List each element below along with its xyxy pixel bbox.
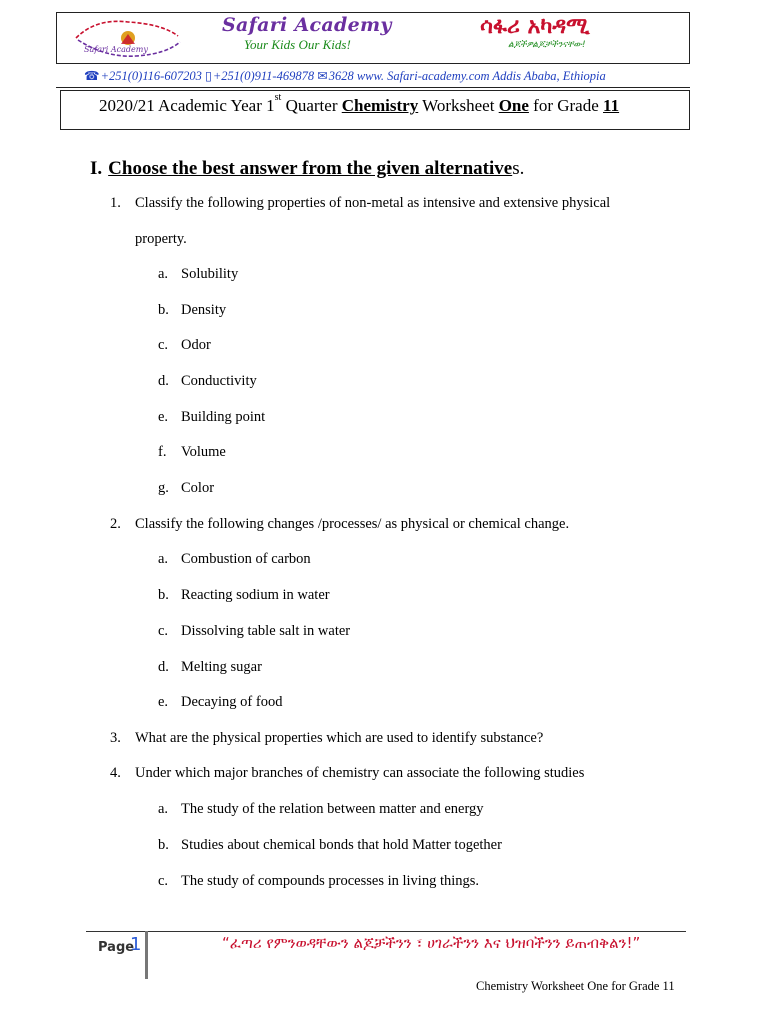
option-label: a.: [158, 551, 169, 567]
option-text: Decaying of food: [181, 694, 283, 710]
title-superscript: st: [274, 92, 282, 103]
phone-icon: ☎: [84, 69, 100, 83]
option-label: d.: [158, 373, 169, 389]
section-heading-tail: s.: [512, 158, 525, 179]
footer-divider-line: [86, 931, 686, 932]
option-text: Volume: [181, 444, 226, 460]
question-text: Classify the following properties of non-metal as intensive and extensive physical: [135, 195, 611, 211]
option-label: c.: [158, 873, 169, 889]
tagline-amharic: ልጆችዎልጆቻችንናቸው!: [508, 40, 586, 50]
option-text: The study of the relation between matter and energy: [181, 801, 484, 817]
title-text: Worksheet: [418, 96, 499, 115]
option-text: Color: [181, 480, 215, 496]
option-text: Reacting sodium in water: [181, 587, 330, 603]
brand-name-amharic: ሳፋሪ አካዳሚ: [480, 14, 590, 39]
option-label: b.: [158, 302, 169, 318]
option-label: d.: [158, 659, 169, 675]
tagline-english: Your Kids Our Kids!: [244, 37, 351, 52]
po-box: 3628: [328, 69, 354, 83]
academy-logo: [66, 16, 190, 60]
section-number: I.: [90, 158, 103, 179]
question-number: 1.: [110, 195, 121, 211]
question-text: property.: [135, 231, 187, 247]
section-heading-text: Choose the best answer from the given alternative: [108, 158, 513, 179]
title-text: Quarter: [281, 96, 342, 115]
option-label: c.: [158, 337, 169, 353]
mobile-number: +251(0)911-469878: [212, 69, 315, 83]
option-text: Combustion of carbon: [181, 551, 311, 567]
option-text: Conductivity: [181, 373, 257, 389]
option-label: g.: [158, 480, 169, 496]
title-text: for Grade: [528, 96, 604, 115]
section-heading: [90, 158, 524, 180]
footer-vertical-divider: [145, 931, 148, 979]
title-prefix: 2020/21 Academic Year 1: [99, 96, 275, 115]
page-label: Page: [98, 940, 135, 955]
option-text: Solubility: [181, 266, 239, 282]
question-text: What are the physical properties which are used to identify substance?: [135, 730, 544, 746]
question-number: 4.: [110, 765, 121, 781]
footer-document-title: Chemistry Worksheet One for Grade 11: [476, 979, 675, 993]
option-text: Dissolving table salt in water: [181, 623, 351, 639]
title-subject: Chemistry: [341, 96, 419, 115]
phone-number: +251(0)116-607203: [100, 69, 202, 83]
option-label: e.: [158, 409, 169, 425]
option-text: Density: [181, 302, 227, 318]
option-text: Odor: [181, 337, 211, 353]
option-label: a.: [158, 266, 169, 282]
question-number: 2.: [110, 516, 121, 532]
footer-quote: “ፈጣሪ የምንወዳቸውን ልጆቻችንን ፣ ሀገራችንን እና ህዝባችንን ይጠብቅልን!”: [222, 934, 641, 952]
contact-line: [56, 64, 690, 88]
logo-text: Safari Academy: [84, 45, 148, 54]
option-label: e.: [158, 694, 169, 710]
worksheet-title: [60, 90, 690, 130]
option-label: b.: [158, 587, 169, 603]
title-number: One: [498, 96, 529, 115]
page-number: 1: [130, 934, 142, 955]
option-label: c.: [158, 623, 169, 639]
question-text: Classify the following changes /processes/ as physical or chemical change.: [135, 516, 570, 532]
option-text: Studies about chemical bonds that hold Matter together: [181, 837, 502, 853]
option-text: Melting sugar: [181, 659, 262, 675]
option-text: The study of compounds processes in living things.: [181, 873, 480, 889]
option-label: b.: [158, 837, 169, 853]
website-location: www. Safari-academy.com Addis Ababa, Ethiopia: [356, 69, 606, 83]
mobile-icon: ▯: [204, 69, 212, 83]
option-text: Building point: [181, 409, 266, 425]
question-number: 3.: [110, 730, 121, 746]
option-label: a.: [158, 801, 169, 817]
option-label: f.: [158, 444, 167, 460]
title-grade: 11: [603, 96, 620, 115]
question-text: Under which major branches of chemistry can associate the following studies: [135, 765, 585, 781]
brand-name-english: Safari Academy: [222, 14, 392, 36]
mail-icon: ✉: [317, 69, 328, 83]
